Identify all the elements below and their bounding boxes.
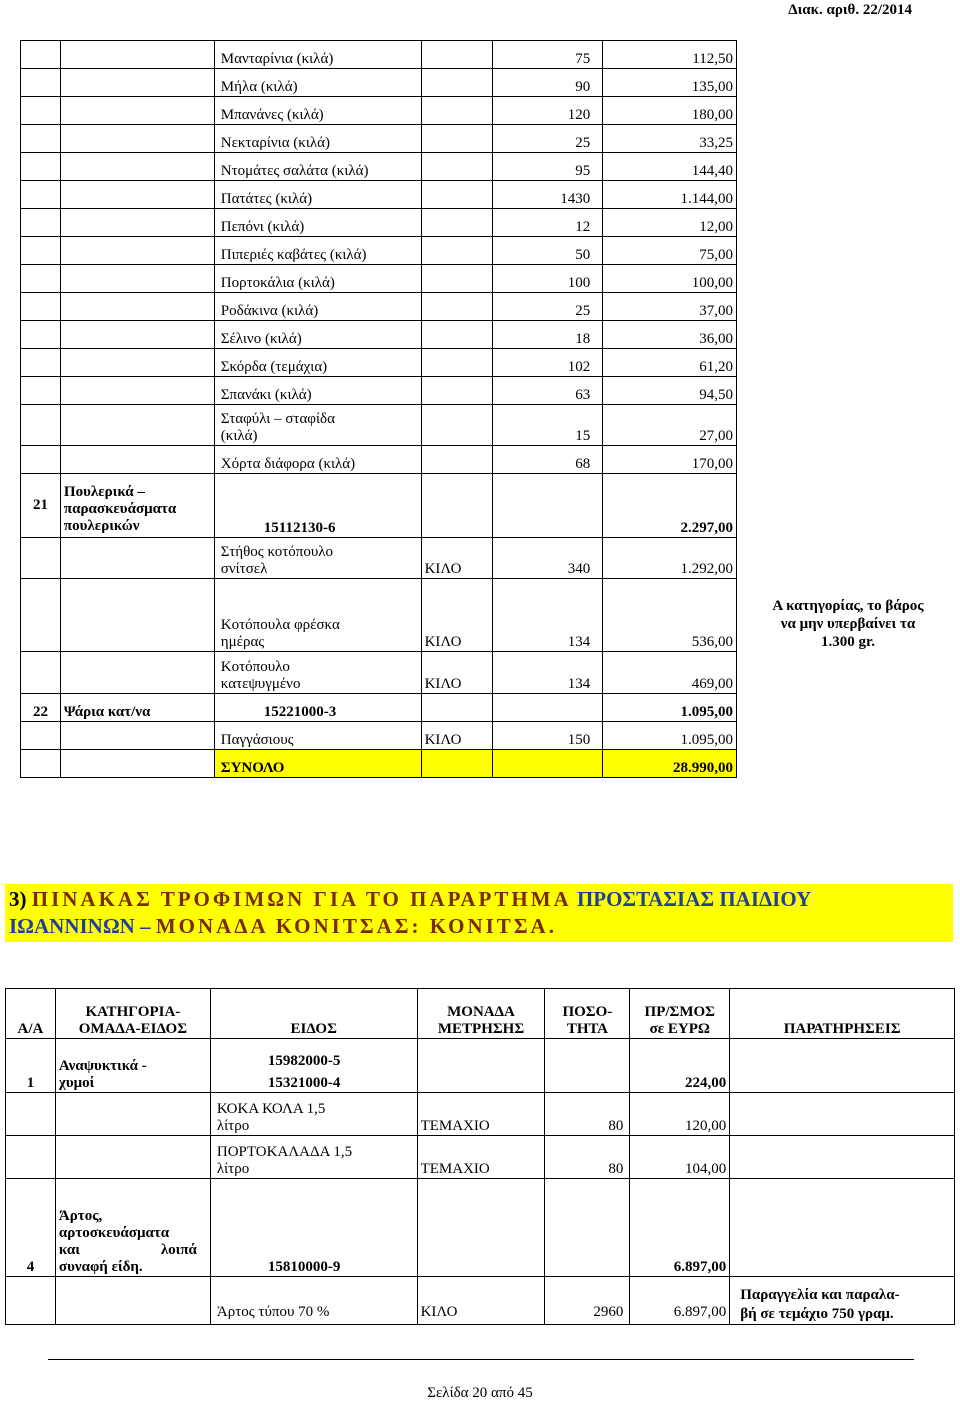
produce-row xyxy=(21,446,737,474)
produce-row xyxy=(21,321,737,349)
header-qty xyxy=(545,989,630,1039)
item-price: 94,50 xyxy=(603,377,737,405)
item-name: Σπανάκι (κιλά) xyxy=(214,377,421,405)
item-name: Πεπόνι (κιλά) xyxy=(214,209,421,237)
produce-row xyxy=(21,405,737,446)
item-name: Πιπεριές καβάτες (κιλά) xyxy=(214,237,421,265)
item-qty: 1430 xyxy=(493,181,603,209)
item-qty: 134 xyxy=(493,579,603,652)
category-1-row xyxy=(6,1039,955,1093)
item-name-line: ημέρας xyxy=(220,634,265,650)
item-row xyxy=(21,538,737,579)
item-price: 36,00 xyxy=(603,321,737,349)
item-qty: 50 xyxy=(493,237,603,265)
item-qty: 63 xyxy=(493,377,603,405)
category-name xyxy=(55,1039,210,1093)
item-name: Παγγάσιους xyxy=(214,722,421,750)
item-price: 1.095,00 xyxy=(603,722,737,750)
produce-row xyxy=(21,125,737,153)
header-line: σε ΕΥΡΩ xyxy=(649,1021,710,1037)
item-row xyxy=(6,1277,955,1325)
section-number: 3) xyxy=(9,887,27,911)
item-qty: 80 xyxy=(545,1136,630,1179)
category-total: 6.897,00 xyxy=(630,1179,730,1277)
category-name-line: χυμοί xyxy=(58,1075,95,1091)
header-price xyxy=(630,989,730,1039)
item-qty: 95 xyxy=(493,153,603,181)
produce-row xyxy=(21,377,737,405)
heading-line-1 xyxy=(9,886,949,913)
item-name-line: ΠΟΡΤΟΚΑΛΑΔΑ 1,5 xyxy=(216,1144,353,1160)
produce-row xyxy=(21,181,737,209)
category-code: 15810000-9 xyxy=(210,1179,417,1277)
header-row xyxy=(6,989,955,1039)
item-price: 112,50 xyxy=(603,41,737,69)
item-name-line: Στήθος κοτόπουλο xyxy=(220,544,334,560)
category-21-row xyxy=(21,474,737,538)
item-price: 1.292,00 xyxy=(603,538,737,579)
item-name: Άρτος τύπου 70 % xyxy=(210,1277,417,1325)
heading-line-2 xyxy=(9,913,949,940)
item-name: Πορτοκάλια (κιλά) xyxy=(214,265,421,293)
item-price: 12,00 xyxy=(603,209,737,237)
produce-row xyxy=(21,209,737,237)
item-row xyxy=(21,652,737,694)
item-unit: ΤΕΜΑΧΙΟ xyxy=(417,1093,545,1136)
item-price: 75,00 xyxy=(603,237,737,265)
item-name xyxy=(210,1136,417,1179)
item-unit: ΚΙΛΟ xyxy=(421,652,493,694)
item-name xyxy=(214,405,421,446)
item-name: Ροδάκινα (κιλά) xyxy=(214,293,421,321)
header-aa: Α/Α xyxy=(6,989,56,1039)
sum-value: 28.990,00 xyxy=(603,750,737,778)
item-price: 144,40 xyxy=(603,153,737,181)
item-name: Χόρτα διάφορα (κιλά) xyxy=(214,446,421,474)
item-name-line: (κιλά) xyxy=(220,428,258,444)
category-21-note xyxy=(744,597,952,651)
item-name: Σέλινο (κιλά) xyxy=(214,321,421,349)
item-price: 469,00 xyxy=(603,652,737,694)
section-title-part: ΜΟΝΑΔΑ ΚΟΝΙΤΣΑΣ: ΚΟΝΙΤΣΑ. xyxy=(155,914,557,938)
item-name-line: Κοτόπουλα φρέσκα xyxy=(220,617,340,633)
item-price: 170,00 xyxy=(603,446,737,474)
item-name: Ντομάτες σαλάτα (κιλά) xyxy=(214,153,421,181)
item-qty: 75 xyxy=(493,41,603,69)
item-note xyxy=(730,1277,955,1325)
item-unit: ΚΙΛΟ xyxy=(417,1277,545,1325)
sum-row xyxy=(21,750,737,778)
item-name xyxy=(210,1093,417,1136)
header-line: ΟΜΑΔΑ-ΕΙΔΟΣ xyxy=(78,1021,188,1037)
category-name-word: λοιπά xyxy=(160,1242,197,1258)
category-name xyxy=(60,474,214,538)
category-number: 4 xyxy=(6,1179,56,1277)
category-name xyxy=(55,1179,210,1277)
item-price: 100,00 xyxy=(603,265,737,293)
header-line: ΠΡ/ΣΜΟΣ xyxy=(644,1004,715,1020)
section-title-part: ΙΩΑΝΝΙΝΩΝ – xyxy=(9,914,151,938)
item-price: 120,00 xyxy=(630,1093,730,1136)
item-qty: 15 xyxy=(493,405,603,446)
category-name-line: Πουλερικά – xyxy=(63,484,145,500)
category-name-line: παρασκευάσματα xyxy=(63,501,177,517)
item-name-line: Σταφύλι – σταφίδα xyxy=(220,411,335,427)
item-name xyxy=(214,652,421,694)
category-total: 1.095,00 xyxy=(603,694,737,722)
page-number: Σελίδα 20 από 45 xyxy=(427,1385,533,1401)
category-name-word: και xyxy=(58,1242,80,1258)
item-price: 135,00 xyxy=(603,69,737,97)
category-code-line: 15321000-4 xyxy=(267,1075,341,1091)
item-unit: ΚΙΛΟ xyxy=(421,538,493,579)
header-category xyxy=(55,989,210,1039)
item-price: 37,00 xyxy=(603,293,737,321)
item-name-line: κατεψυγμένο xyxy=(220,676,301,692)
item-row xyxy=(21,722,737,750)
item-name-line: Κοτόπουλο xyxy=(220,659,290,675)
header-unit xyxy=(417,989,545,1039)
category-4-row xyxy=(6,1179,955,1277)
item-unit: ΚΙΛΟ xyxy=(421,722,493,750)
item-name xyxy=(214,538,421,579)
produce-row xyxy=(21,349,737,377)
item-qty: 340 xyxy=(493,538,603,579)
item-price: 180,00 xyxy=(603,97,737,125)
item-name: Μπανάνες (κιλά) xyxy=(214,97,421,125)
item-row xyxy=(6,1136,955,1179)
item-qty: 12 xyxy=(493,209,603,237)
item-price: 6.897,00 xyxy=(630,1277,730,1325)
category-code-line: 15982000-5 xyxy=(267,1053,341,1069)
item-name-line: ΚΟΚΑ ΚΟΛΑ 1,5 xyxy=(216,1101,326,1117)
item-name: Πατάτες (κιλά) xyxy=(214,181,421,209)
section-3-heading xyxy=(5,884,953,942)
item-qty: 18 xyxy=(493,321,603,349)
item-unit: ΚΙΛΟ xyxy=(421,579,493,652)
item-name: Σκόρδα (τεμάχια) xyxy=(214,349,421,377)
produce-rows xyxy=(21,41,737,474)
produce-row xyxy=(21,69,737,97)
header-line: ΤΗΤΑ xyxy=(566,1021,608,1037)
category-code: 15112130-6 xyxy=(214,474,421,538)
produce-row xyxy=(21,265,737,293)
header-item: ΕΙΔΟΣ xyxy=(210,989,417,1039)
item-name: Μανταρίνια (κιλά) xyxy=(214,41,421,69)
item-qty: 90 xyxy=(493,69,603,97)
section-title-part: ΠΙΝΑΚΑΣ ΤΡΟΦΙΜΩΝ ΓΙΑ ΤΟ ΠΑΡΑΡΤΗΜΑ xyxy=(31,887,572,911)
item-qty: 150 xyxy=(493,722,603,750)
category-name: Ψάρια κατ/να xyxy=(60,694,214,722)
note-line: Α κατηγορίας, το βάρος xyxy=(772,598,924,614)
produce-row xyxy=(21,41,737,69)
category-code: 15221000-3 xyxy=(214,694,421,722)
item-qty: 80 xyxy=(545,1093,630,1136)
item-row xyxy=(6,1093,955,1136)
item-qty: 102 xyxy=(493,349,603,377)
note-line: 1.300 gr. xyxy=(820,634,876,650)
note-line: Παραγγελία και παραλα- xyxy=(740,1287,900,1303)
header-line: ΠΟΣΟ- xyxy=(562,1004,613,1020)
item-price: 536,00 xyxy=(603,579,737,652)
document-reference: Διακ. αριθ. 22/2014 xyxy=(788,2,912,18)
item-name-line: λίτρο xyxy=(216,1118,250,1134)
item-qty: 25 xyxy=(493,125,603,153)
category-number: 22 xyxy=(21,694,61,722)
produce-row xyxy=(21,153,737,181)
produce-row xyxy=(21,293,737,321)
category-name-line xyxy=(59,1242,197,1259)
item-price: 27,00 xyxy=(603,405,737,446)
category-number: 21 xyxy=(21,474,61,538)
category-name-line: πουλερικών xyxy=(63,518,140,534)
section-title-part: ΠΡΟΣΤΑΣΙΑΣ ΠΑΙΔΙΟΥ xyxy=(576,887,812,911)
item-qty: 100 xyxy=(493,265,603,293)
item-qty: 120 xyxy=(493,97,603,125)
item-name-line: σνίτσελ xyxy=(220,561,268,577)
item-qty: 68 xyxy=(493,446,603,474)
item-unit: ΤΕΜΑΧΙΟ xyxy=(417,1136,545,1179)
header-notes: ΠΑΡΑΤΗΡΗΣΕΙΣ xyxy=(730,989,955,1039)
item-price: 1.144,00 xyxy=(603,181,737,209)
item-qty: 25 xyxy=(493,293,603,321)
beverages-bread-table xyxy=(5,988,955,1325)
category-name-line: συναφή είδη. xyxy=(58,1259,143,1275)
header-line: ΚΑΤΗΓΟΡΙΑ- xyxy=(85,1004,181,1020)
item-qty: 2960 xyxy=(545,1277,630,1325)
item-name: Μήλα (κιλά) xyxy=(214,69,421,97)
item-name xyxy=(214,579,421,652)
category-total: 2.297,00 xyxy=(603,474,737,538)
item-name-line: λίτρο xyxy=(216,1161,250,1177)
footer-divider xyxy=(48,1359,914,1360)
item-price: 61,20 xyxy=(603,349,737,377)
note-line: βή σε τεμάχιο 750 γραμ. xyxy=(740,1306,894,1322)
produce-row xyxy=(21,97,737,125)
category-22-row xyxy=(21,694,737,722)
produce-row xyxy=(21,237,737,265)
category-name-line: Άρτος, xyxy=(58,1208,103,1224)
item-qty: 134 xyxy=(493,652,603,694)
category-total: 224,00 xyxy=(630,1039,730,1093)
produce-table xyxy=(20,40,737,778)
category-number: 1 xyxy=(6,1039,56,1093)
sum-label: ΣΥΝΟΛΟ xyxy=(214,750,421,778)
header-line: ΜΕΤΡΗΣΗΣ xyxy=(437,1021,525,1037)
item-price: 104,00 xyxy=(630,1136,730,1179)
header-line: ΜΟΝΑΔΑ xyxy=(447,1004,515,1020)
category-name-line: αρτοσκευάσματα xyxy=(58,1225,170,1241)
note-line: να μην υπερβαίνει τα xyxy=(780,616,916,632)
item-name: Νεκταρίνια (κιλά) xyxy=(214,125,421,153)
item-row xyxy=(21,579,737,652)
category-code xyxy=(210,1039,417,1093)
category-name-line: Αναψυκτικά - xyxy=(58,1058,147,1074)
item-price: 33,25 xyxy=(603,125,737,153)
